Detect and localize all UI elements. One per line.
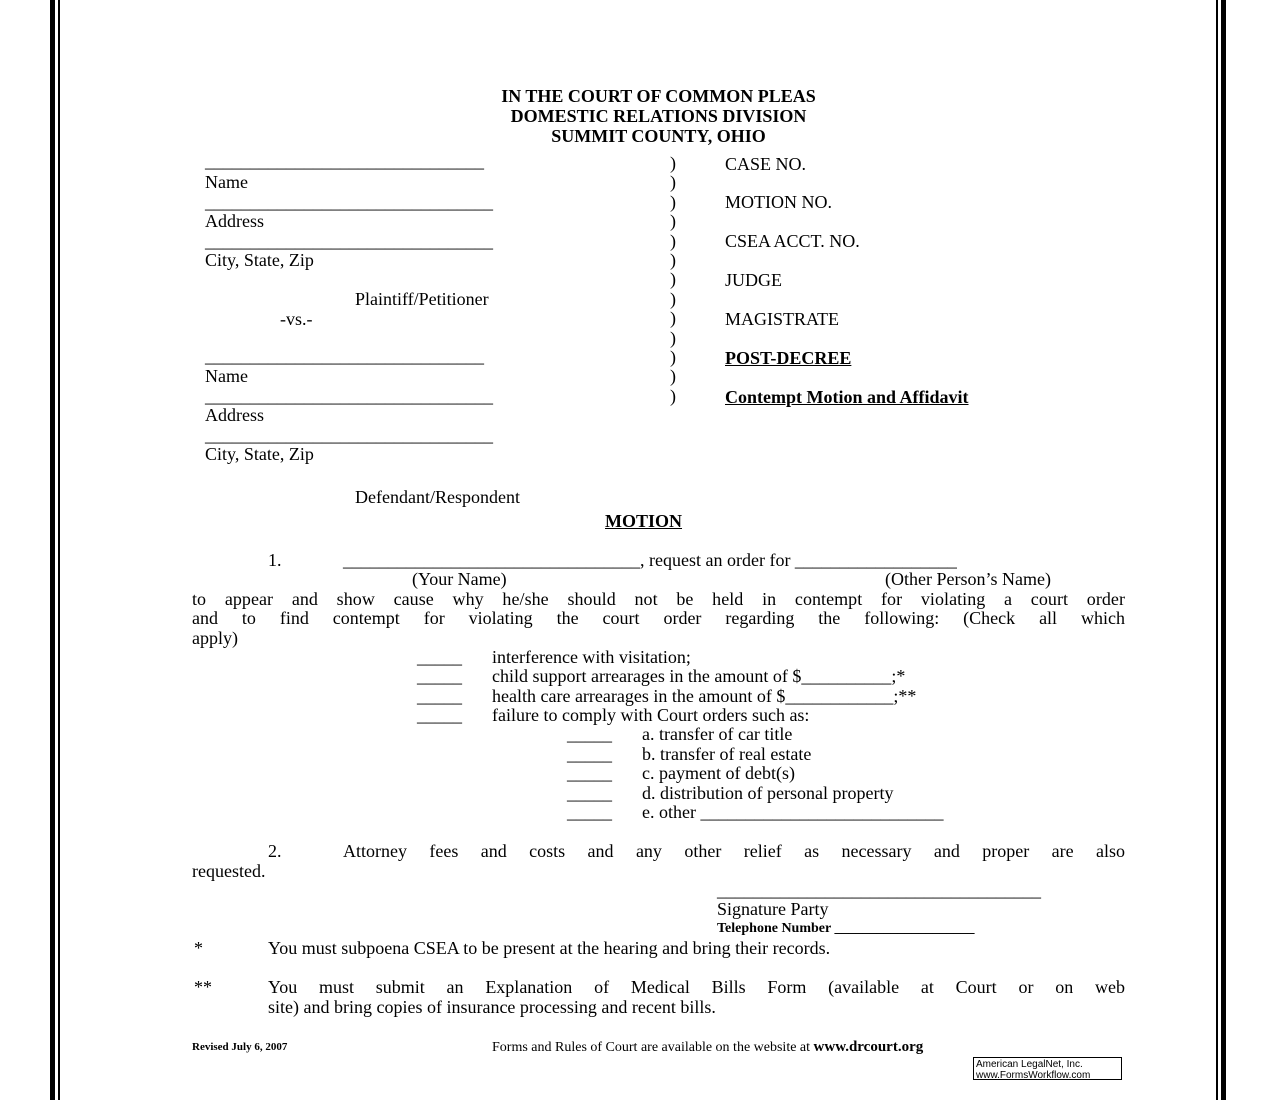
checkbox-blank[interactable]: _____ xyxy=(567,744,612,764)
item-1-body-line-1: to appear and show cause why he/she should not be held in contempt for violating a court order xyxy=(192,589,1125,609)
csea-account-label: CSEA ACCT. NO. xyxy=(725,231,860,251)
paren: ) xyxy=(670,230,676,251)
paren: ) xyxy=(670,288,676,309)
defendant-role: Defendant/Respondent xyxy=(355,487,520,507)
signature-label: Signature Party xyxy=(717,899,829,919)
checkbox-blank[interactable]: _____ xyxy=(417,686,462,706)
checkbox-blank[interactable]: _____ xyxy=(567,724,612,744)
header-line-1: IN THE COURT OF COMMON PLEAS xyxy=(501,86,816,106)
defendant-address-line[interactable]: ________________________________ xyxy=(205,386,493,406)
other-name-caption: (Other Person’s Name) xyxy=(885,569,1051,589)
checklist-item-court-orders: failure to comply with Court orders such as: xyxy=(492,705,810,725)
header-line-2: DOMESTIC RELATIONS DIVISION xyxy=(510,106,807,126)
motion-number-label: MOTION NO. xyxy=(725,192,832,212)
court-header xyxy=(0,86,1275,146)
vendor-box xyxy=(973,1057,1122,1080)
checklist-item-visitation: interference with visitation; xyxy=(492,647,691,667)
item-2-line-1: Attorney fees and costs and any other relief as necessary and proper are also xyxy=(343,841,1125,861)
vendor-name: American LegalNet, Inc. xyxy=(976,1059,1083,1070)
header-line-3: SUMMIT COUNTY, OHIO xyxy=(551,126,766,146)
item-1-number: 1. xyxy=(268,550,282,570)
plaintiff-role: Plaintiff/Petitioner xyxy=(355,289,489,309)
footnote-mark-1: * xyxy=(194,938,203,958)
checkbox-blank[interactable]: _____ xyxy=(417,705,462,725)
motion-heading: MOTION xyxy=(605,511,683,531)
website-link[interactable]: www.drcourt.org xyxy=(813,1039,924,1055)
defendant-city-label: City, State, Zip xyxy=(205,444,314,464)
footnote-2-line-1: You must submit an Explanation of Medical Bills Form (available at Court or on web xyxy=(268,977,1125,997)
item-2-line-2: requested. xyxy=(192,861,266,881)
checkbox-blank[interactable]: _____ xyxy=(417,666,462,686)
defendant-city-line[interactable]: ________________________________ xyxy=(205,425,493,445)
your-name-caption: (Your Name) xyxy=(412,569,507,589)
right-border-thin xyxy=(1216,0,1218,1100)
signature-line[interactable]: ____________________________________ xyxy=(717,880,1041,900)
document-title: Contempt Motion and Affidavit xyxy=(725,387,969,407)
checkbox-blank[interactable]: _____ xyxy=(567,783,612,803)
item-1-body-line-3: apply) xyxy=(192,628,238,648)
versus-label: -vs.- xyxy=(280,309,313,329)
paren: ) xyxy=(670,347,676,368)
revised-date: Revised July 6, 2007 xyxy=(192,1041,288,1053)
subitem-debts: c. payment of debt(s) xyxy=(642,763,795,783)
paren: ) xyxy=(670,327,676,348)
magistrate-label: MAGISTRATE xyxy=(725,309,840,329)
paren: ) xyxy=(670,191,676,212)
subitem-real-estate: b. transfer of real estate xyxy=(642,744,812,764)
judge-label: JUDGE xyxy=(725,270,782,290)
defendant-name-label: Name xyxy=(205,366,248,386)
subitem-car-title: a. transfer of car title xyxy=(642,724,793,744)
item-2-number: 2. xyxy=(268,841,282,861)
plaintiff-address-label: Address xyxy=(205,211,264,231)
paren: ) xyxy=(670,211,676,232)
paren: ) xyxy=(670,269,676,290)
telephone-field[interactable]: Telephone Number ____________________ xyxy=(717,921,975,936)
footnote-1-text: You must subpoena CSEA to be present at the hearing and bring their records. xyxy=(268,938,831,958)
plaintiff-city-label: City, State, Zip xyxy=(205,250,314,270)
paren: ) xyxy=(670,250,676,271)
left-border-thin xyxy=(58,0,60,1100)
vendor-url[interactable]: www.FormsWorkflow.com xyxy=(976,1070,1091,1081)
checkbox-blank[interactable]: _____ xyxy=(567,802,612,822)
item-1-body-line-2: and to find contempt for violating the court order regarding the following: (Check all which xyxy=(192,608,1125,628)
checklist-item-child-support: child support arrearages in the amount of $__________;* xyxy=(492,666,906,686)
post-decree-label: POST-DECREE xyxy=(725,348,852,368)
defendant-name-line[interactable]: _______________________________ xyxy=(205,346,484,366)
defendant-address-label: Address xyxy=(205,405,264,425)
left-border-thick xyxy=(50,0,55,1100)
footnote-2-line-2: site) and bring copies of insurance processing and recent bills. xyxy=(268,997,716,1017)
paren: ) xyxy=(670,308,676,329)
checklist-item-health-care: health care arrearages in the amount of $____________;** xyxy=(492,686,917,706)
case-number-label: CASE NO. xyxy=(725,154,807,174)
subitem-other[interactable]: e. other ___________________________ xyxy=(642,802,944,822)
subitem-personal-property: d. distribution of personal property xyxy=(642,783,894,803)
paren: ) xyxy=(670,385,676,406)
right-border-thick xyxy=(1221,0,1226,1100)
checkbox-blank[interactable]: _____ xyxy=(567,763,612,783)
footer-forms-notice xyxy=(492,1038,923,1057)
plaintiff-address-line[interactable]: ________________________________ xyxy=(205,192,493,212)
paren: ) xyxy=(670,366,676,387)
paren: ) xyxy=(670,153,676,173)
plaintiff-name-label: Name xyxy=(205,172,248,192)
checkbox-blank[interactable]: _____ xyxy=(417,647,462,667)
footnote-mark-2: ** xyxy=(194,977,212,997)
caption-parentheses xyxy=(670,154,676,406)
item-1-request-line[interactable]: _________________________________, request an order for __________________ xyxy=(343,550,957,570)
footer-forms-text: Forms and Rules of Court are available on the website at xyxy=(492,1040,814,1055)
paren: ) xyxy=(670,172,676,193)
plaintiff-city-line[interactable]: ________________________________ xyxy=(205,231,493,251)
plaintiff-name-line[interactable]: _______________________________ xyxy=(205,151,484,171)
